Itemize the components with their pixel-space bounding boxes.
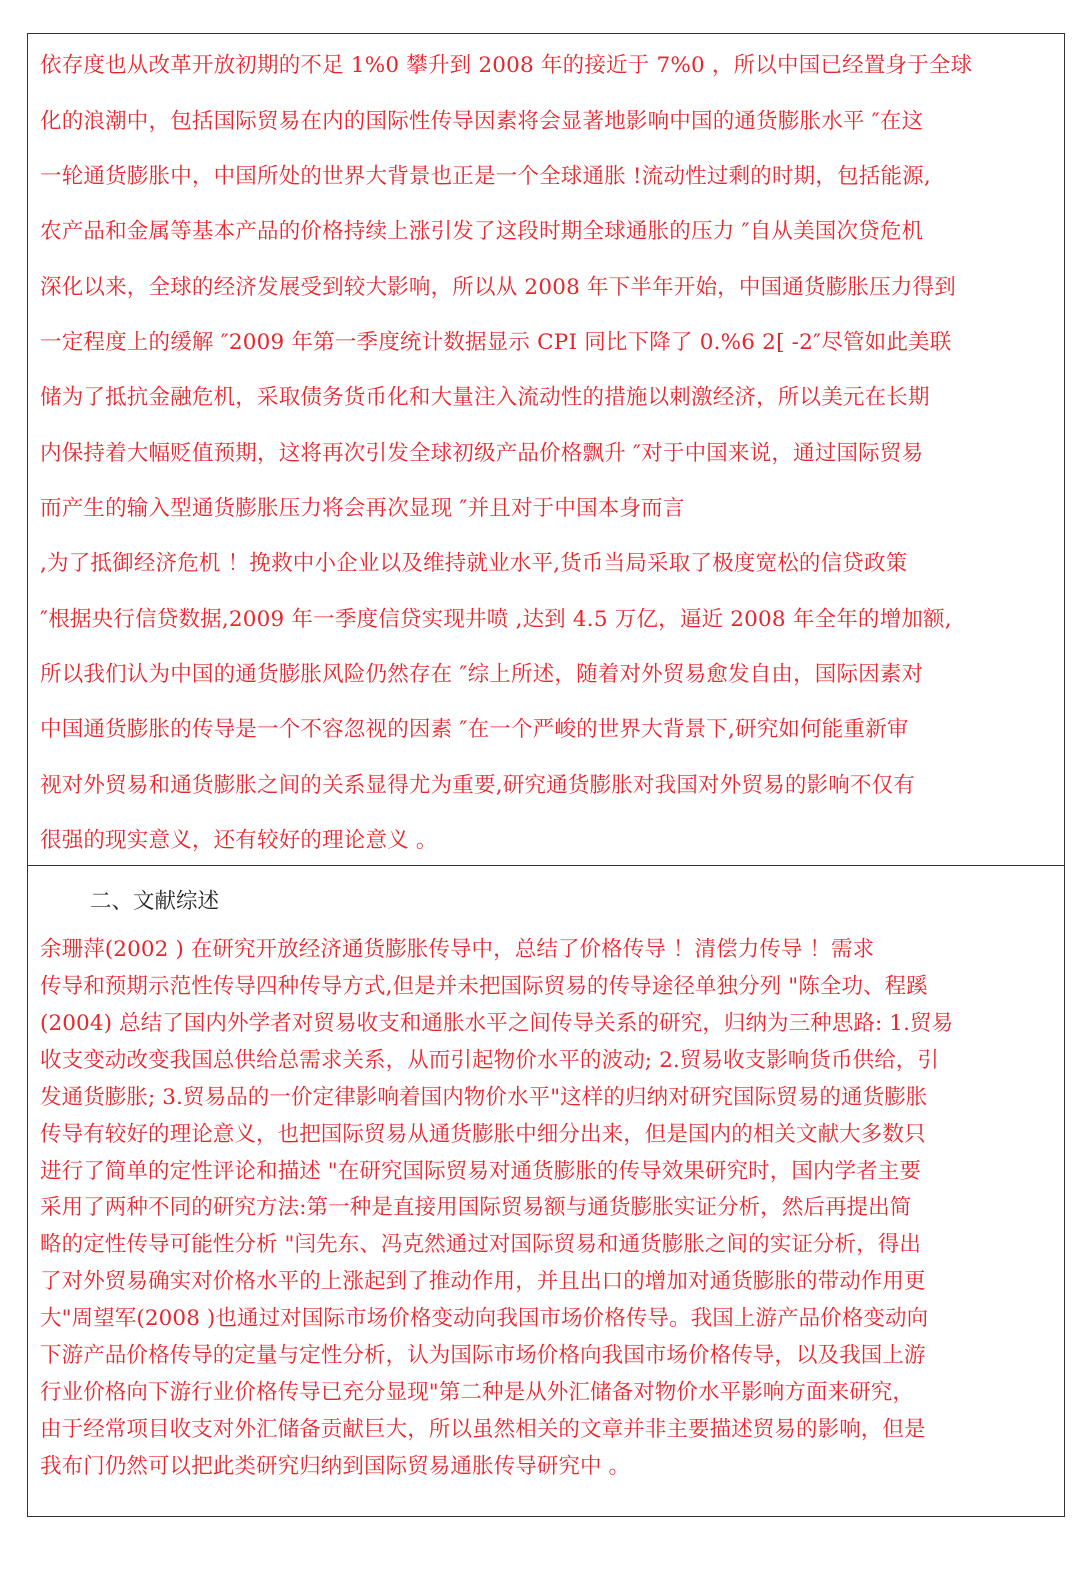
paragraph-line: 我布门仍然可以把此类研究归纳到国际贸易通胀传导研究中 。 (40, 1454, 631, 1479)
paragraph-line: 而产生的输入型通货膨胀压力将会再次显现 ″并且对于中国本身而言 (40, 496, 685, 521)
paragraph-line: 深化以来，全球的经济发展受到较大影响，所以从 2008 年下半年开始，中国通货膨胀压力得到 (40, 275, 956, 300)
paragraph-line: 由于经常项目收支对外汇储备贡献巨大，所以虽然相关的文章并非主要描述贸易的影响，但是 (40, 1417, 926, 1442)
paragraph-line: 一定程度上的缓解 ″2009 年第一季度统计数据显示 CPI 同比下降了 0.%6 2[ -2″尽管如此美联 (40, 330, 952, 355)
paragraph-line: 采用了两种不同的研究方法:第一种是直接用国际贸易额与通货膨胀实证分析，然后再提出简 (40, 1195, 912, 1220)
paragraph-line: 余珊萍(2002 ) 在研究开放经济通货膨胀传导中，总结了价格传导 ！清偿力传导 ！需求 (40, 937, 875, 962)
paragraph-line: 很强的现实意义，还有较好的理论意义 。 (40, 828, 438, 853)
paragraph-line: 农产品和金属等基本产品的价格持续上涨引发了这段时期全球通胀的压力 ″自从美国次贷危机 (40, 219, 924, 244)
literature-review-section (28, 866, 1064, 1518)
paragraph-line: 进行了简单的定性评论和描述 "在研究国际贸易对通货膨胀的传导效果研究时，国内学者主要 (40, 1159, 921, 1184)
paragraph-line: ,为了抵御经济危机 ！挽救中小企业以及维持就业水平,货币当局采取了极度宽松的信贷政策 (40, 551, 908, 576)
paragraph-line: 了对外贸易确实对价格水平的上涨起到了推动作用，并且出口的增加对通货膨胀的带动作用更 (40, 1269, 926, 1294)
paragraph-line: (2004) 总结了国内外学者对贸易收支和通胀水平之间传导关系的研究，归纳为三种思路: 1.贸易 (40, 1011, 954, 1036)
paragraph-line: 化的浪潮中，包括国际贸易在内的国际性传导因素将会显著地影响中国的通货膨胀水平 ″在这 (40, 109, 924, 134)
paragraph-line: 储为了抵抗金融危机，采取债务货币化和大量注入流动性的措施以刺激经济，所以美元在长期 (40, 385, 930, 410)
paragraph-line: 略的定性传导可能性分析 "闫先东、冯克然通过对国际贸易和通货膨胀之间的实证分析，得出 (40, 1232, 921, 1257)
paragraph-line: 一轮通货膨胀中，中国所处的世界大背景也正是一个全球通胀 !流动性过剩的时期，包括能源, (40, 164, 931, 189)
paragraph-line: 内保持着大幅贬值预期，这将再次引发全球初级产品价格飘升 ″对于中国来说，通过国际贸易 (40, 441, 924, 466)
paragraph-line: 所以我们认为中国的通货膨胀风险仍然存在 ″综上所述，随着对外贸易愈发自由，国际因素对 (40, 662, 924, 687)
paragraph-line: 传导和预期示范性传导四种传导方式,但是并未把国际贸易的传导途径单独分列 "陈全功、程蹊 (40, 974, 928, 999)
paragraph-line: 下游产品价格传导的定量与定性分析，认为国际市场价格向我国市场价格传导，以及我国上游 (40, 1343, 926, 1368)
paragraph-line: 中国通货膨胀的传导是一个不容忽视的因素 ″在一个严峻的世界大背景下,研究如何能重新审 (40, 717, 909, 742)
paragraph-line: 依存度也从改革开放初期的不足 1%0 攀升到 2008 年的接近于 7%0 ，所以中国已经置身于全球 (40, 53, 973, 78)
section-heading: 二、文献综述 (90, 889, 220, 914)
top-text-section (28, 34, 1064, 866)
paragraph-line: 大"周望军(2008 )也通过对国际市场价格变动向我国市场价格传导。我国上游产品价格变动向 (40, 1306, 929, 1331)
document-frame (27, 33, 1065, 1517)
paragraph-line: 视对外贸易和通货膨胀之间的关系显得尤为重要,研究通货膨胀对我国对外贸易的影响不仅有 (40, 773, 916, 798)
paragraph-line: 行业价格向下游行业价格传导已充分显现"第二种是从外汇储备对物价水平影响方面来研究， (40, 1380, 914, 1405)
paragraph-line: ″根据央行信贷数据,2009 年一季度信贷实现井喷 ,达到 4.5 万亿，逼近 2008 年全年的增加额, (40, 607, 952, 632)
paragraph-line: 发通货膨胀; 3.贸易品的一价定律影响着国内物价水平"这样的归纳对研究国际贸易的通货膨胀 (40, 1085, 928, 1110)
paragraph-line: 收支变动改变我国总供给总需求关系，从而引起物价水平的波动; 2.贸易收支影响货币供给，引 (40, 1048, 939, 1073)
paragraph-line: 传导有较好的理论意义，也把国际贸易从通货膨胀中细分出来，但是国内的相关文献大多数只 (40, 1122, 926, 1147)
